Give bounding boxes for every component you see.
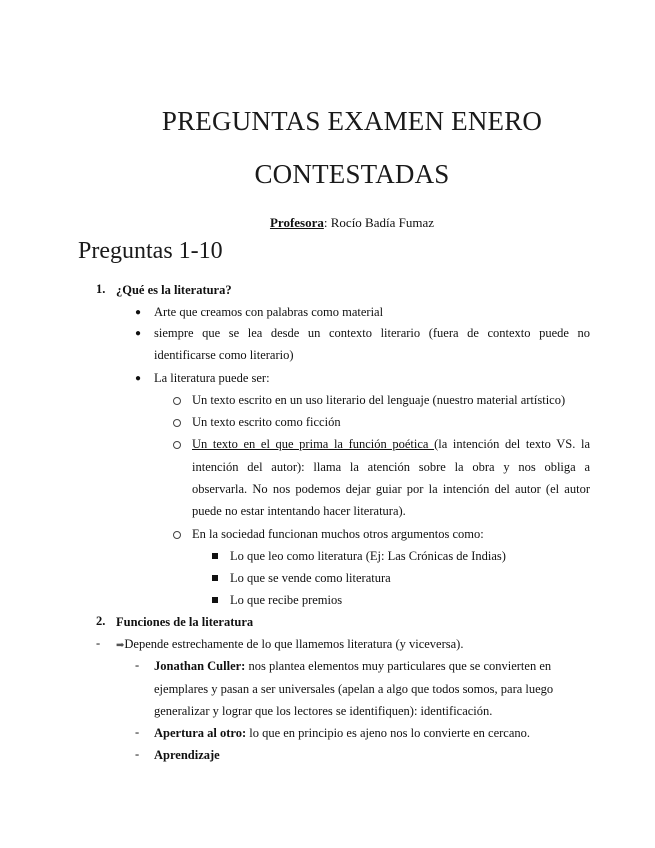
question-2-title: Funciones de la literatura [116, 615, 254, 629]
q1-subsub-1: Lo que leo como literatura (Ej: Las Crónicas de Indias) [230, 549, 506, 563]
q1-sub-3-line-2: intención del autor): llama la atención sobre la obra y nos obliga a [192, 460, 590, 474]
square-bullet [212, 553, 218, 559]
professor-label: Profesora [269, 215, 324, 230]
q2-intro-text: Depende estrechamente de lo que llamemos literatura (y viceversa). [124, 637, 464, 651]
q2-item-1-line-2: ejemplares y pasan a ser universales (apelan a algo que todos somos, para luego [154, 682, 554, 696]
q2-item-3-bold: Aprendizaje [154, 748, 220, 762]
q1-bullet-3: La literatura puede ser: [154, 371, 270, 385]
circle-bullet [173, 441, 181, 449]
q1-sub-3-rest: (la intención del texto VS. la [434, 437, 590, 451]
dash-bullet: - [135, 725, 140, 739]
square-bullet [212, 597, 218, 603]
q2-item-1-line-1 [154, 658, 551, 674]
title-line-2: CONTESTADAS [254, 159, 450, 189]
q1-sub-3-line-4: puede no estar intentando hacer literatura). [192, 504, 406, 518]
square-bullet [212, 575, 218, 581]
q2-item-1-rest: nos plantea elementos muy particulares que se convierten en [245, 659, 552, 673]
q1-sub-2: Un texto escrito como ficción [192, 415, 341, 429]
q1-sub-3-line-3: observarla. No nos podemos dejar guiar por la intención del autor (el autor [192, 482, 590, 496]
question-2-number: 2. [96, 614, 106, 628]
circle-bullet [173, 419, 181, 427]
q1-bullet-2-line-2: identificarse como literario) [154, 348, 294, 362]
professor-name: Rocío Badía Fumaz [330, 215, 435, 230]
q2-item-2-bold: Apertura al otro: [154, 726, 247, 740]
q2-item-1-line-3: generalizar y lograr que los lectores se identifiquen): identificación. [154, 704, 493, 718]
professor-separator: : [323, 215, 331, 230]
q2-item-3 [154, 747, 220, 763]
q1-sub-4: En la sociedad funcionan muchos otros argumentos como: [192, 527, 484, 541]
circle-bullet [173, 397, 181, 405]
circle-bullet [173, 531, 181, 539]
q2-intro [116, 636, 463, 654]
dash-bullet: - [135, 658, 140, 672]
q1-sub-3-underlined: Un texto en el que prima la función poética [192, 437, 435, 451]
q1-sub-1: Un texto escrito en un uso literario del lenguaje (nuestro material artístico) [192, 393, 566, 407]
q2-item-2-rest: lo que en principio es ajeno nos lo convierte en cercano. [246, 726, 531, 740]
bullet-dot: ● [135, 307, 142, 318]
q1-bullet-1: Arte que creamos con palabras como material [154, 305, 384, 319]
arrow-icon: ➡ [116, 640, 125, 651]
dash-bullet: - [96, 636, 101, 650]
q1-sub-3-line-1 [192, 436, 590, 452]
question-1-number: 1. [96, 282, 106, 296]
q1-subsub-3: Lo que recibe premios [230, 593, 343, 607]
bullet-dot: ● [135, 328, 142, 339]
question-1-title: ¿Qué es la literatura? [116, 283, 232, 297]
q2-item-2 [154, 725, 530, 741]
q2-item-1-bold: Jonathan Culler: [154, 659, 246, 673]
professor-line [0, 215, 655, 231]
q1-bullet-2-line-1: siempre que se lea desde un contexto literario (fuera de contexto puede no [154, 326, 590, 340]
dash-bullet: - [135, 747, 140, 761]
title-line-1: PREGUNTAS EXAMEN ENERO [161, 106, 543, 136]
section-heading: Preguntas 1-10 [78, 238, 223, 264]
q1-subsub-2: Lo que se vende como literatura [230, 571, 391, 585]
bullet-dot: ● [135, 373, 142, 384]
